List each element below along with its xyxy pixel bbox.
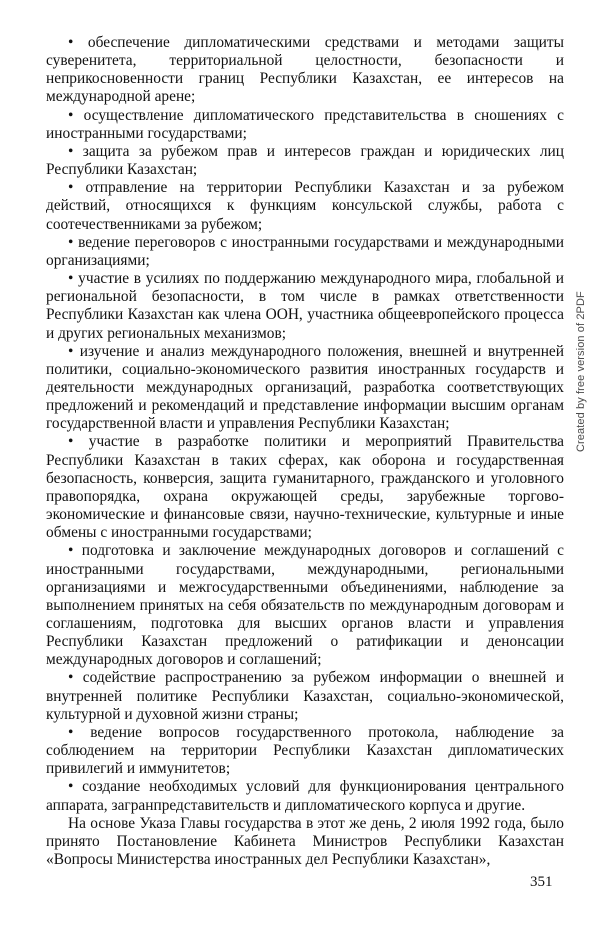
bullet-paragraph: • обеспечение дипломатическими средствами и методами защиты суверенитета, территориальной целостности, безопасности и неприкосновенности границ Республики Казахстан, ее интересов на международной арене; <box>46 34 564 106</box>
bullet-paragraph: • осуществление дипломатического представительства в сношениях с иностранными государствами; <box>46 106 564 142</box>
bullet-paragraph: • участие в усилиях по поддержанию международного мира, глобальной и региональной безопасности, в том числе в рамках ответственности Республики Казахстан как члена ООН, участника общеевропейского процесса и других региональных механизмов; <box>46 270 564 342</box>
bullet-paragraph: • ведение вопросов государственного протокола, наблюдение за соблюдением на территории Республики Казахстан дипломатических привилегий и иммунитетов; <box>46 723 564 778</box>
bullet-paragraph: • ведение переговоров с иностранными государствами и международными организациями; <box>46 233 564 269</box>
bullet-paragraph: • отправление на территории Республики Казахстан и за рубежом действий, относящихся к функциям консульской службы, работа с соотечественниками за рубежом; <box>46 179 564 233</box>
bullet-paragraph: • содействие распространению за рубежом информации о внешней и внутренней политике Республики Казахстан, социально-экономической, культурной и духовной жизни страны; <box>46 669 564 723</box>
bullet-paragraph: • изучение и анализ международного положения, внешней и внутренней политики, социально-экономического развития иностранных государств и деятельности международных организаций, разработка соответствующих предложений и рекомендаций и представление информации высшим органам государственной власти и управления Республики Казахстан; <box>46 342 564 433</box>
body-paragraph: На основе Указа Главы государства в этот же день, 2 июля 1992 года, было принято Постановление Кабинета Министров Республики Казахстан «Вопросы Министерства иностранных дел Республики Казахстан», <box>46 814 564 869</box>
body-text <box>46 34 564 869</box>
bullet-paragraph: • участие в разработке политики и мероприятий Правительства Республики Казахстан в таких сферах, как оборона и государственная безопасность, конверсия, защита гуманитарного, гражданского и уголовного правопорядка, охрана окружающей среды, зарубежные торгово-экономические и финансовые связи, научно-технические, культурные и иные обмены с иностранными государствами; <box>46 433 564 542</box>
watermark: Created by free version of 2PDF <box>575 291 587 452</box>
page-number: 351 <box>530 874 553 890</box>
bullet-paragraph: • подготовка и заключение международных договоров и соглашений с иностранными государствами, международными, региональными организациями и межгосударственными объединениями, наблюдение за выполнением принятых на себя обязательств по международным договорам и соглашениям, подготовка для высших органов власти и управления Республики Казахстан предложений о ратификации и денонсации международных договоров и соглашений; <box>46 542 564 669</box>
bullet-paragraph: • создание необходимых условий для функционирования центрального аппарата, загранпредставительств и дипломатического корпуса и другие. <box>46 778 564 814</box>
bullet-paragraph: • защита за рубежом прав и интересов граждан и юридических лиц Республики Казахстан; <box>46 142 564 179</box>
